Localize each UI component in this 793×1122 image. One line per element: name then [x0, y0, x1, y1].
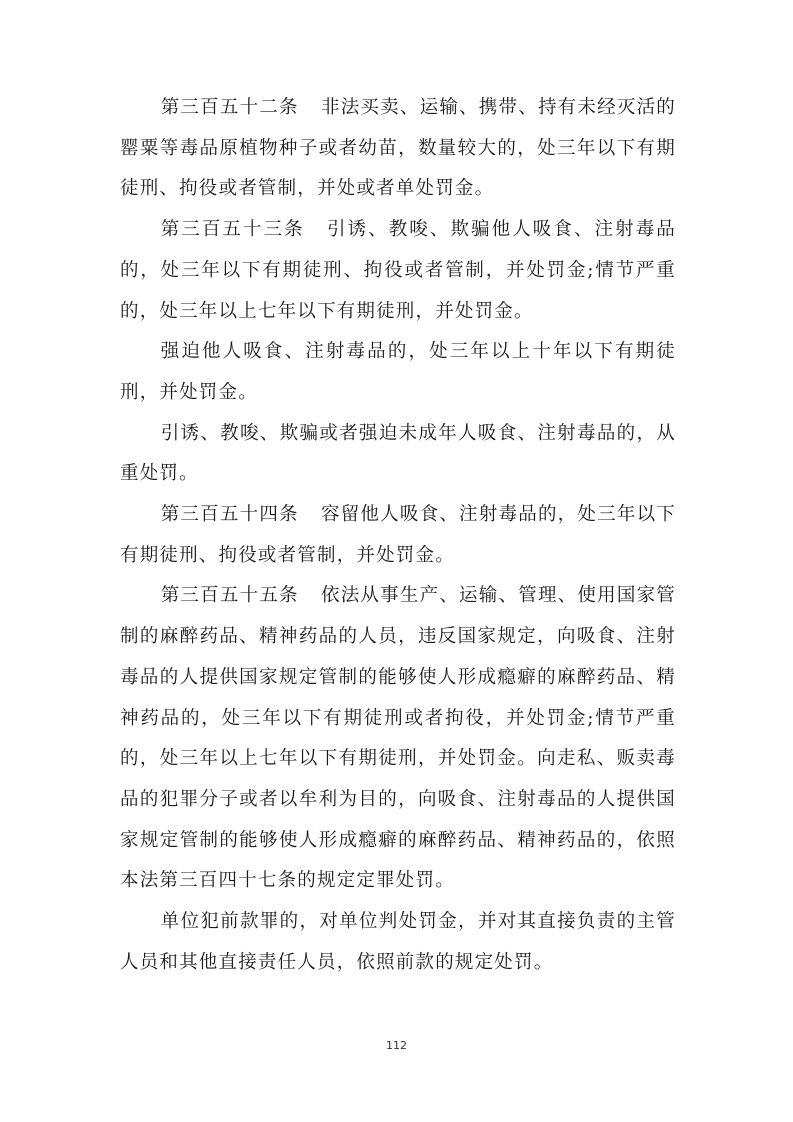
paragraph-text: 容留他人吸食、注射毒品的，处三年以下有期徒刑、拘役或者管制，并处罚金。: [120, 504, 677, 566]
article-number: 第三百五十三条: [160, 219, 305, 241]
page-number: 112: [386, 1039, 407, 1052]
paragraph-text: 非法买卖、运输、携带、持有未经灭活的罂粟等毒品原植物种子或者幼苗，数量较大的，处三年以下有期徒刑、拘役或者管制，并处或者单处罚金。: [120, 97, 677, 200]
paragraph-text: 引诱、教唆、欺骗他人吸食、注射毒品的，处三年以下有期徒刑、拘役或者管制，并处罚金;情节严重的，处三年以上七年以下有期徒刑，并处罚金。: [120, 219, 677, 322]
body-text: [120, 88, 676, 983]
article-number: 第三百五十四条: [160, 504, 299, 526]
article-353-clause-3: [120, 414, 676, 495]
article-354-paragraph: [120, 495, 676, 576]
paragraph-text: 强迫他人吸食、注射毒品的，处三年以上十年以下有期徒刑，并处罚金。: [120, 341, 676, 403]
article-number: 第三百五十二条: [160, 97, 299, 118]
paragraph-text: 依法从事生产、运输、管理、使用国家管制的麻醉药品、精神药品的人员，违反国家规定，向吸食、注射毒品的人提供国家规定管制的能够使人形成瘾癖的麻醉药品、精神药品的，处三年以下有期徒刑或者拘役，并处罚金;情节严重的，处三年以上七年以下有期徒刑，并处罚金。向走私、贩卖毒品的犯罪分子或者以牟利为目的，向吸食、注射毒品的人提供国家规定管制的能够使人形成瘾癖的麻醉药品、精神药品的，依照本法第三百四十七条的规定定罪处罚。: [120, 585, 677, 892]
paragraph-text: 引诱、教唆、欺骗或者强迫未成年人吸食、注射毒品的，从重处罚。: [120, 422, 676, 485]
article-355-clause-2: [120, 902, 676, 983]
article-number: 第三百五十五条: [160, 585, 299, 607]
article-353-paragraph: [120, 210, 676, 332]
paragraph-text: 单位犯前款罪的，对单位判处罚金，并对其直接负责的主管人员和其他直接责任人员，依照前款的规定处罚。: [120, 911, 676, 973]
article-352-paragraph: [120, 88, 676, 210]
article-353-clause-2: [120, 332, 676, 413]
article-355-paragraph: [120, 576, 676, 902]
